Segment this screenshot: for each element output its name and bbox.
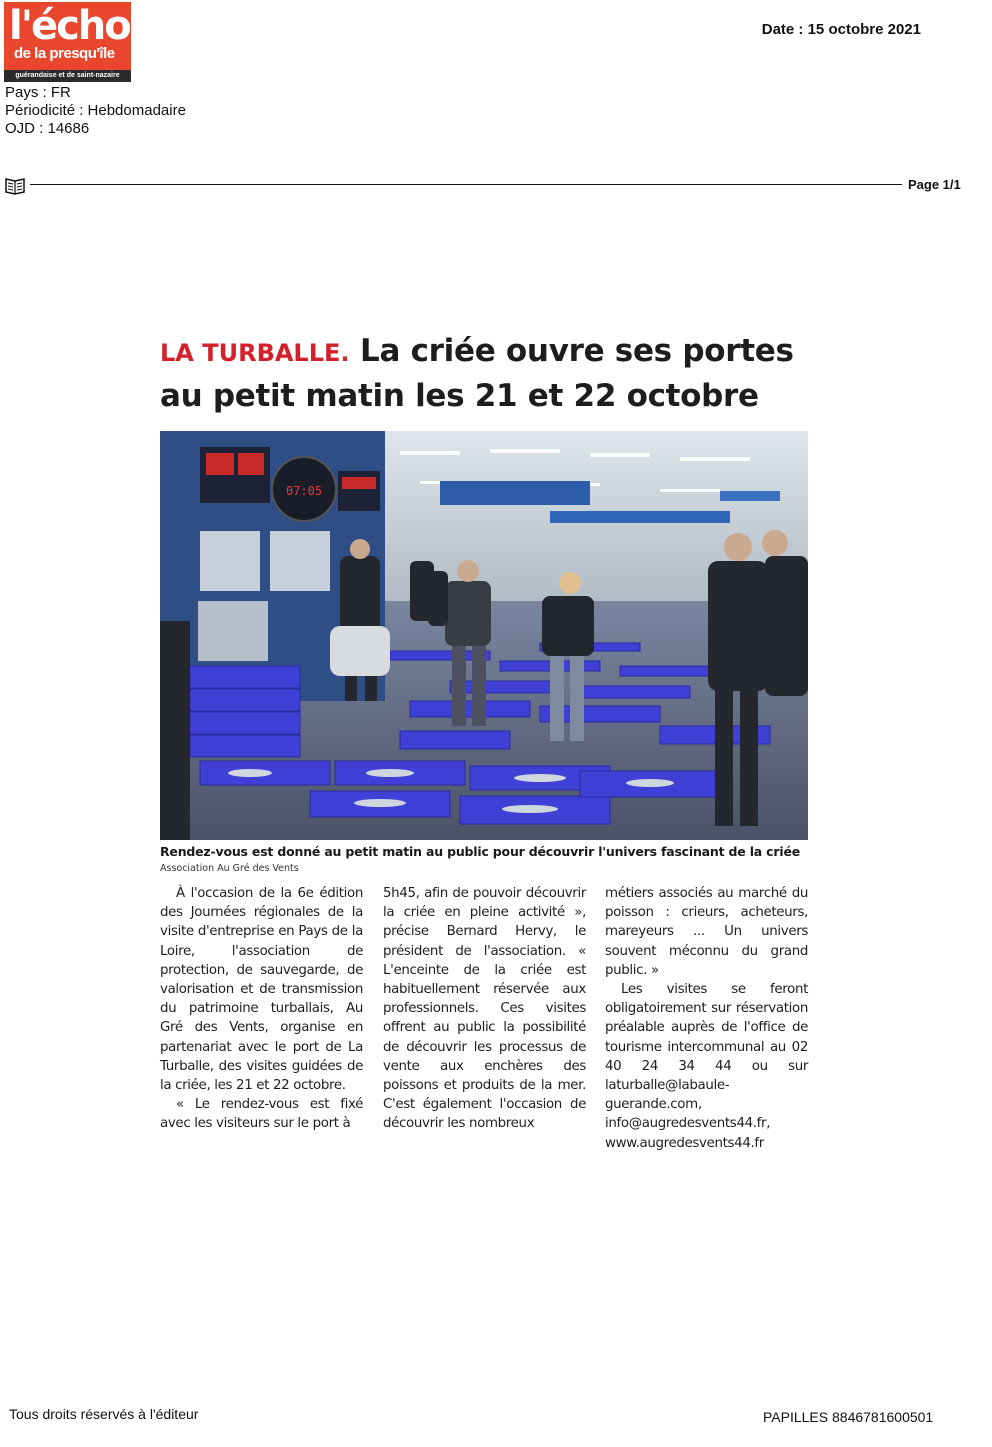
photo-clock-display: 07:05 [285, 484, 323, 498]
headline-line2: au petit matin les 21 et 22 octobre [160, 378, 759, 414]
paragraph: 5h45, afin de pouvoir découvrir la criée en pleine activité », précise Bernard Hervy, le président de l'association. « L'enceinte de la criée est habituellement réservée aux professionnels. Ces visites offrent au public la possibilité de découvrir les processus de vente aux enchères des poissons et produits de la mer. C'est également l'occasion de découvrir les nombreux [383, 886, 586, 1132]
logo-tagline: guérandaise et de saint-nazaire [4, 70, 131, 82]
footer-rights: Tous droits réservés à l'éditeur [9, 1406, 199, 1422]
ojd-label: OJD : 14686 [5, 120, 90, 137]
country-label: Pays : FR [5, 84, 71, 101]
logo-subname: de la presqu'île [14, 45, 115, 62]
article-headline [160, 330, 820, 418]
paragraph: métiers associés au marché du poisson : crieurs, acheteurs, mareyeurs ... Un univers souvent méconnu du grand public. » [605, 886, 808, 978]
page-number: Page 1/1 [908, 177, 961, 192]
paragraph: À l'occasion de la 6e édition des Journées régionales de la visite d'entreprise en Pays de la Loire, l'association de protection, de sauvegarde, de valorisation et de transmission du patrimoine turballais, Au Gré des Vents, organise en partenariat avec le port de La Turballe, des visites guidées de la criée, les 21 et 22 octobre. [160, 886, 363, 1094]
paragraph: Les visites se feront obligatoirement sur réservation préalable auprès de l'office de tourisme intercommunal au 02 40 24 34 44 ou sur laturballe@labaule-guerande.com, info@augredesvents44.fr, www.augredesvents44.fr [605, 982, 808, 1151]
photo-caption: Rendez-vous est donné au petit matin au public pour découvrir l'univers fascinant de la criée [160, 844, 801, 859]
periodicity-label: Périodicité : Hebdomadaire [5, 102, 186, 119]
publication-logo [4, 2, 131, 82]
headline-line1: La criée ouvre ses portes [360, 333, 794, 369]
footer-code: PAPILLES 8846781600501 [763, 1409, 934, 1425]
article-column-1 [160, 884, 363, 1134]
article-column-3 [605, 884, 808, 1153]
article-photo [160, 431, 808, 840]
photo-credit: Association Au Gré des Vents [160, 863, 299, 874]
paragraph: « Le rendez-vous est fixé avec les visiteurs sur le port à [160, 1097, 363, 1132]
header-rule [30, 184, 902, 185]
headline-kicker: LA TURBALLE. [160, 339, 350, 367]
newspaper-icon [5, 177, 25, 195]
date-label: Date : 15 octobre 2021 [761, 21, 921, 38]
article-column-2 [383, 884, 586, 1134]
logo-name: l'écho [9, 3, 130, 49]
